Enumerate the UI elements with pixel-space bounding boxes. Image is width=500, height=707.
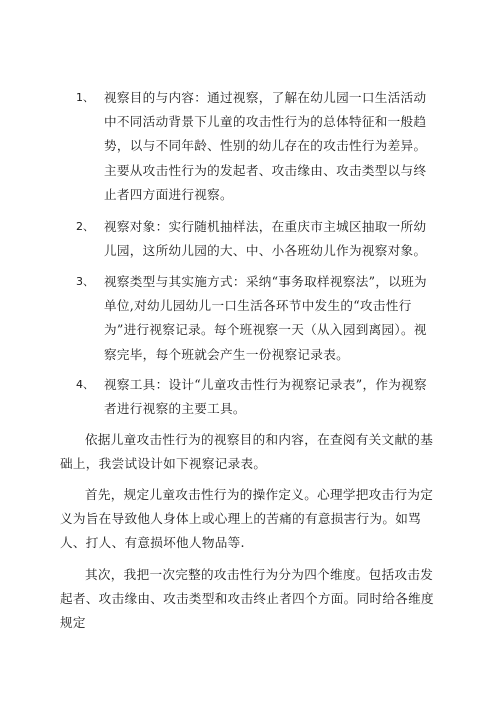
list-number: 3、 (76, 275, 94, 288)
list-item-text: 视察工具：设计“儿童攻击性行为视察记录表”，作为视察者进行视察的主要工具。 (104, 377, 427, 417)
list-item-4 (76, 373, 436, 421)
list-item-3 (76, 270, 436, 367)
paragraph-3: 其次，我把一次完整的攻击性行为分为四个维度。包括攻击发起者、攻击缘由、攻击类型和攻击终止者四个方面。同时给各维度规定 (60, 567, 434, 631)
paragraph-1: 依据儿童攻击性行为的视察目的和内容，在查阅有关文献的基础上，我尝试设计如下视察记录表。 (60, 432, 434, 472)
list-item-1 (76, 86, 436, 207)
list-item-text: 视察类型与其实施方式：采纳“事务取样视察法”，以班为单位,对幼儿园幼儿一口生活各环节中发生的“攻击性行为”进行视察记录。每个班视察一天（从入园到离园）。视察完毕，每个班就会产生一份视察记录表。 (104, 274, 427, 362)
list-item-text: 视察目的与内容：通过视察，了解在幼儿园一口生活活动中不同活动背景下儿童的攻击性行为的总体特征和一般趋势，以与不同年龄、性别的幼儿存在的攻击性行为差异。主要从攻击性行为的发起者、攻击缘由、攻击类型以与终止者四方面进行视察。 (104, 90, 427, 202)
list-item-2 (76, 215, 436, 263)
list-number: 2、 (76, 220, 94, 233)
paragraph-2: 首先，规定儿童攻击性行为的操作定义。心理学把攻击行为定义为旨在导致他人身体上或心理上的苦痛的有意损害行为。如骂人、打人、有意损坏他人物品等. (60, 487, 434, 551)
list-number: 1、 (76, 91, 94, 104)
list-number: 4、 (76, 378, 94, 391)
list-item-text: 视察对象：实行随机抽样法，在重庆市主城区抽取一所幼儿园，这所幼儿园的大、中、小各班幼儿作为视察对象。 (104, 219, 427, 259)
